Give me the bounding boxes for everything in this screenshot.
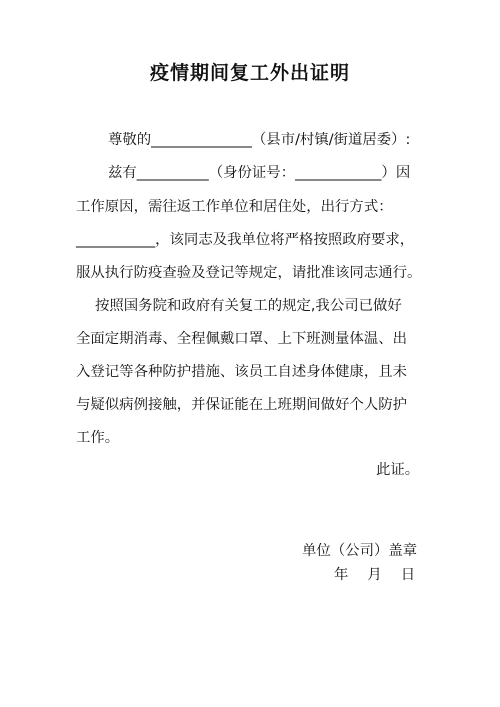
body-line: ___________，该同志及我单位将严格按照政府要求，	[76, 232, 415, 248]
certify-text: 此证。	[376, 462, 420, 478]
date-label: 年 月 日	[334, 567, 416, 583]
body-line: 工作。	[76, 430, 120, 446]
salutation-line: 尊敬的______________（县市/村镇/街道居委）:	[108, 132, 411, 148]
body-line: 按照国务院和政府有关复工的规定,我公司已做好	[95, 298, 402, 314]
body-line: 兹有__________（身份证号：____________）因	[108, 165, 411, 181]
body-line: 工作原因，需往返工作单位和居住处，出行方式：	[76, 199, 393, 215]
document-title: 疫情期间复工外出证明	[149, 62, 350, 84]
body-line: 全面定期消毒、全程佩戴口罩、上下班测量体温、出	[76, 331, 407, 347]
body-line: 与疑似病例接触，并保证能在上班期间做好个人防护	[76, 397, 407, 413]
stamp-label: 单位（公司）盖章	[302, 543, 418, 559]
body-line: 服从执行防疫查验及登记等规定，请批准该同志通行。	[76, 265, 422, 281]
body-line: 入登记等各种防护措施、该员工自述身体健康，且未	[76, 364, 407, 380]
